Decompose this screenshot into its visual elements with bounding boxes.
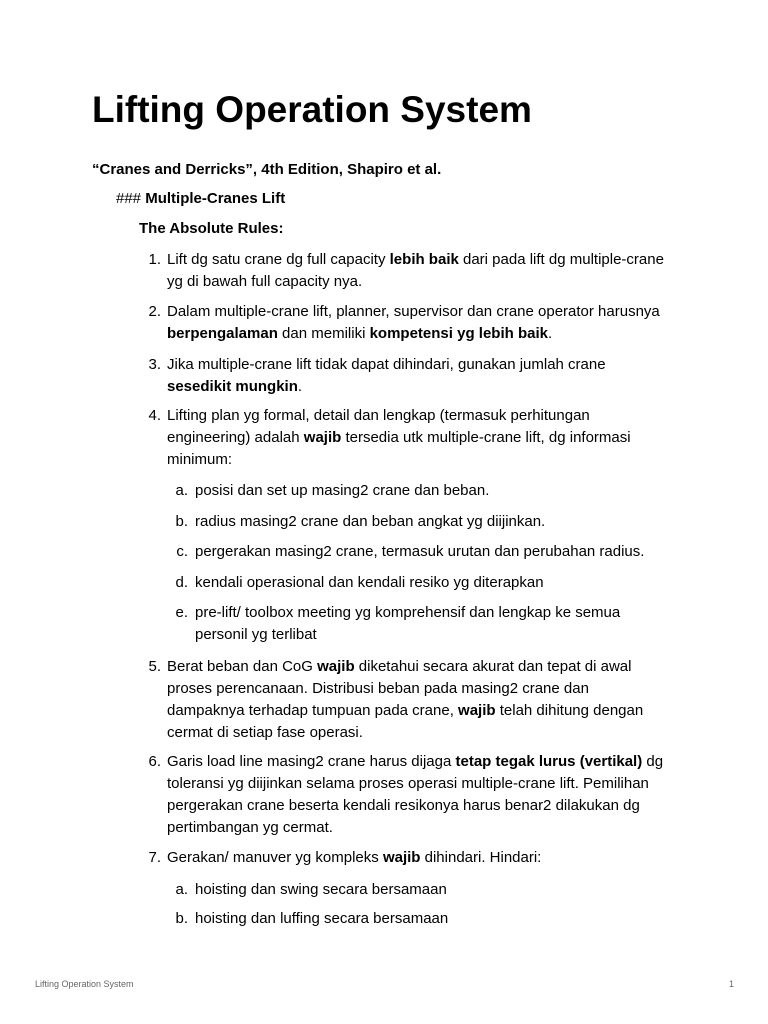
rule-text-segment: tersedia utk multiple-crane lift, dg informasi minimum: [167, 429, 631, 468]
heading-text: Multiple-Cranes Lift [145, 190, 286, 207]
rule-text-segment: dg toleransi yg diijinkan selama proses operasi multiple-crane lift. Pemilihan pergerakan crane beserta kendali resikonya harus benar2 dilakukan dg pertimbangan yg cermat. [167, 753, 664, 836]
source-citation: “Cranes and Derricks”, 4th Edition, Shapiro et al. [92, 161, 442, 178]
rule-text-emphasis: tetap tegak lurus (vertikal) [455, 753, 643, 770]
sub-item-letter: d. [175, 574, 188, 591]
sub-item-text: pergerakan masing2 crane, termasuk urutan dan perubahan radius. [195, 543, 645, 560]
rule-text-segment: Lifting plan yg formal, detail dan lengkap (termasuk perhitungan engineering) adalah [167, 407, 590, 446]
document-title: Lifting Operation System [92, 89, 532, 130]
rule-text-segment: diketahui secara akurat dan tepat di awal proses perencanaan. Distribusi beban pada masing2 crane dan dampaknya terhadap tumpuan pada crane, [167, 658, 632, 719]
rule-text-emphasis: kompetensi yg lebih baik [369, 325, 548, 342]
rule-text-segment: Berat beban dan CoG [167, 658, 318, 675]
rule-text-emphasis: wajib [382, 849, 421, 866]
rule-text-segment: Garis load line masing2 crane harus dijaga [167, 753, 456, 770]
sub-item-text: radius masing2 crane dan beban angkat yg diijinkan. [195, 513, 546, 530]
sub-item-letter: a. [175, 881, 188, 898]
sub-item-text: kendali operasional dan kendali resiko yg diterapkan [195, 574, 544, 591]
rule-text [167, 354, 667, 398]
sub-item-text: hoisting dan swing secara bersamaan [195, 881, 447, 898]
rule-number: 7. [148, 849, 161, 866]
rule-text [167, 405, 667, 471]
rule-number: 3. [148, 356, 161, 373]
sub-item-letter: a. [175, 482, 188, 499]
rule-text-segment: Jika multiple-crane lift tidak dapat dihindari, gunakan jumlah crane [167, 356, 606, 373]
footer-document-title: Lifting Operation System [35, 979, 134, 989]
section-heading [116, 189, 285, 209]
rule-number: 6. [148, 753, 161, 770]
sub-item-letter: c. [176, 543, 188, 560]
rule-text-segment: Lift dg satu crane dg full capacity [167, 251, 390, 268]
rule-text-segment: . [297, 378, 303, 395]
rule-text [167, 751, 667, 839]
rule-number: 2. [148, 303, 161, 320]
rule-text-emphasis: wajib [458, 702, 496, 719]
rule-number: 4. [148, 407, 161, 424]
rule-text-segment: dan memiliki [277, 325, 370, 342]
sub-item-text: pre-lift/ toolbox meeting yg komprehensif dan lengkap ke semua personil yg terlibat [195, 604, 621, 643]
rule-text-emphasis: berpengalaman [167, 325, 278, 342]
rule-text-segment: dihindari. Hindari: [420, 849, 542, 866]
heading-prefix: ### [116, 190, 146, 207]
rule-text-segment: Gerakan/ manuver yg kompleks [167, 849, 383, 866]
rule-text-segment: dari pada lift dg multiple-crane yg di bawah full capacity nya. [167, 251, 664, 290]
sub-item-letter: e. [175, 604, 188, 621]
rule-text-emphasis: wajib [317, 658, 355, 675]
rule-text-emphasis: wajib [303, 429, 342, 446]
sub-item-text: hoisting dan luffing secara bersamaan [195, 910, 449, 927]
rule-text-segment: Dalam multiple-crane lift, planner, supervisor dan crane operator harusnya [167, 303, 660, 320]
rule-text [167, 249, 667, 293]
rule-number: 5. [148, 658, 161, 675]
rule-text-segment: telah dihitung dengan cermat di setiap fase operasi. [167, 702, 644, 741]
sub-item-text: posisi dan set up masing2 crane dan beban. [195, 482, 490, 499]
rules-title: The Absolute Rules: [139, 220, 284, 237]
rule-text [167, 301, 667, 345]
footer-page-number: 1 [728, 979, 734, 989]
rule-text [167, 656, 667, 744]
rule-text-emphasis: sesedikit mungkin [167, 378, 298, 395]
sub-item-letter: b. [175, 513, 188, 530]
sub-item-letter: b. [175, 910, 188, 927]
rule-text-emphasis: lebih baik [389, 251, 459, 268]
rule-text-segment: . [547, 325, 553, 342]
rule-text [167, 847, 667, 869]
rule-number: 1. [148, 251, 161, 268]
